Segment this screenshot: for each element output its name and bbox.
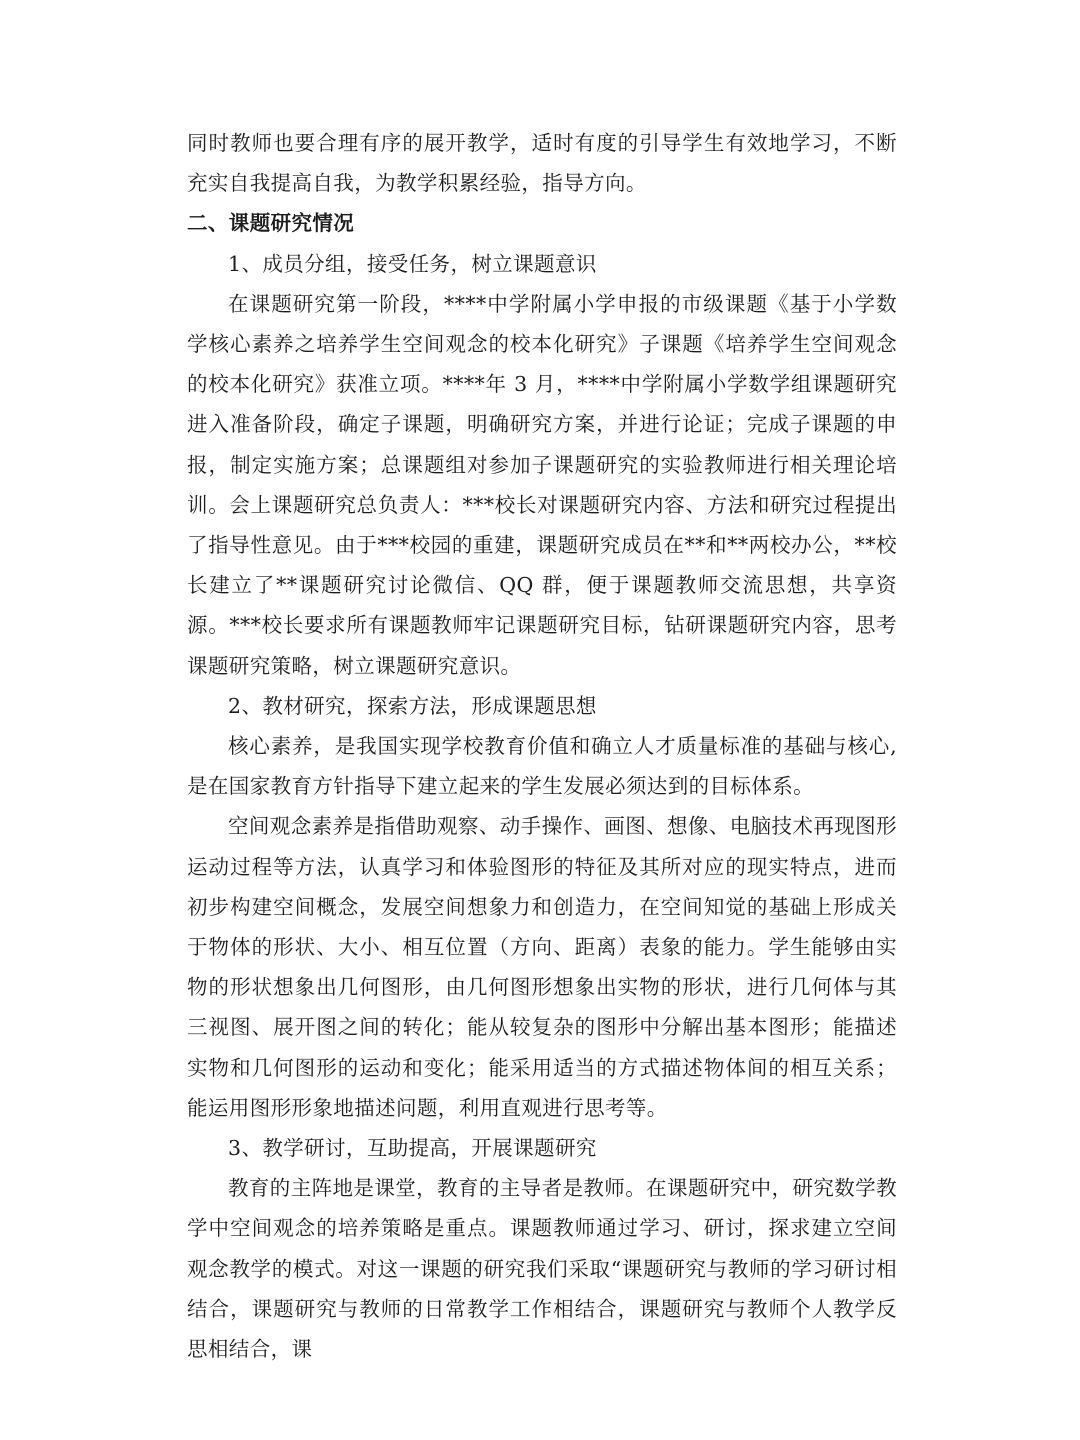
paragraph-spatial-concept: 空间观念素养是指借助观察、动手操作、画图、想像、电脑技术再现图形运动过程等方法，认真学习和体验图形的特征及其所对应的现实特点，进而初步构建空间概念，发展空间想象力和创造力，在空间知觉的基础上形成关于物体的形状、大小、相互位置（方向、距离）表象的能力。学生能够由实物的形状想象出几何图形，由几何图形想象出实物的形状，进行几何体与其三视图、展开图之间的转化；能从较复杂的图形中分解出基本图形；能描述实物和几何图形的运动和变化；能采用适当的方式描述物体间的相互关系；能运用图形形象地描述问题，利用直观进行思考等。 [187, 814, 897, 1120]
paragraph-core-literacy: 核心素养，是我国实现学校教育价值和确立人才质量标准的基础与核心,是在国家教育方针指导下建立起来的学生发展必须达到的目标体系。 [187, 734, 897, 799]
paragraph-stage-one: 在课题研究第一阶段，****中学附属小学申报的市级课题《基于小学数学核心素养之培养学生空间观念的校本化研究》子课题《培养学生空间观念的校本化研究》获准立项。****年 3 月，****中学附属小学数学组课题研究进入准备阶段，确定子课题，明确研究方案，并进行论证；完成子课题的申报，制定实施方案；总课题组对参加子课题研究的实验教师进行相关理论培训。会上课题研究总负责人：***校长对课题研究内容、方法和研究过程提出了指导性意见。由于***校园的重建，课题研究成员在**和**两校办公，**校长建立了**课题研究讨论微信、QQ 群，便于课题教师交流思想，共享资源。***校长要求所有课题教师牢记课题研究目标，钻研课题研究内容，思考课题研究策略，树立课题研究意识。 [187, 291, 897, 678]
subheading-2: 2、教材研究，探索方法，形成课题思想 [228, 693, 597, 718]
document-body [187, 123, 897, 1369]
section-heading: 二、课题研究情况 [187, 211, 355, 236]
subheading-3: 3、教学研讨，互助提高，开展课题研究 [228, 1136, 597, 1161]
paragraph-continuation: 同时教师也要合理有序的展开教学，适时有度的引导学生有效地学习，不断充实自我提高自我，为教学积累经验，指导方向。 [187, 131, 897, 196]
paragraph-teaching-research: 教育的主阵地是课堂，教育的主导者是教师。在课题研究中，研究数学教学中空间观念的培养策略是重点。课题教师通过学习、研讨，探求建立空间观念教学的模式。对这一课题的研究我们采取“课题研究与教师的学习研讨相结合，课题研究与教师的日常教学工作相结合，课题研究与教师个人教学反思相结合，课 [187, 1176, 897, 1362]
subheading-1: 1、成员分组，接受任务，树立课题意识 [228, 251, 597, 276]
